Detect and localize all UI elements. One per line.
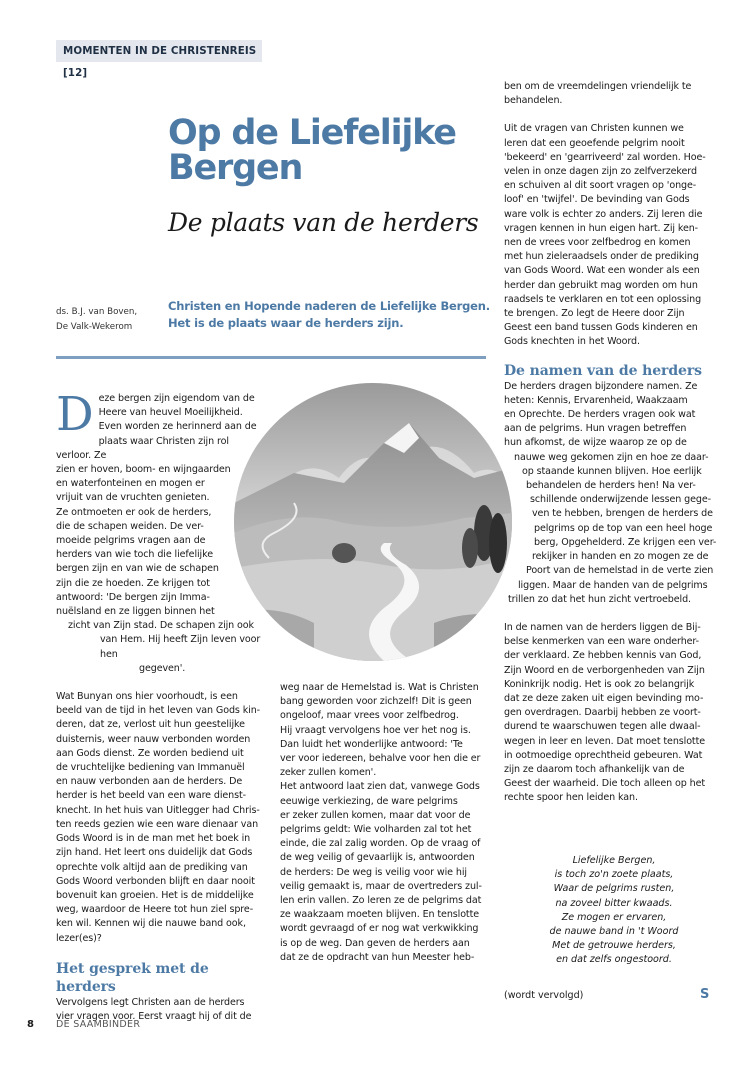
lead-line-2: Het is de plaats waar de herders zijn. <box>168 316 404 330</box>
text-line: knecht. In het huis van Uitlegger had Chris- <box>56 804 260 816</box>
text-line: duisternis, weer nauw verbonden worden <box>56 733 251 745</box>
text-line: Geest een band tussen Gods kinderen en <box>504 322 698 334</box>
text-line: eeuwige verkiezing, de ware pelgrims <box>280 795 458 807</box>
paragraph <box>56 690 266 946</box>
text-line: heten: Kennis, Ervarenheid, Waakzaam <box>504 394 688 406</box>
text-line: weg, waardoor de Heere tot hun ziel spre- <box>56 904 254 916</box>
text-line: Gods Woord verbonden blijft en daar nooit <box>56 875 255 887</box>
text-line: Dan luidt het wonderlijke antwoord: 'Te <box>280 738 463 750</box>
end-mark: S <box>700 987 710 1002</box>
text-line: zeker zullen komen'. <box>280 767 377 779</box>
text-line: van Gods Woord. Wat een wonder als een <box>504 265 700 277</box>
author-byline <box>56 305 137 335</box>
text-line: moeide pelgrims vragen aan de <box>56 535 206 547</box>
text-line: Geest der waarheid. Die toch alleen op het <box>504 778 705 790</box>
text-line: bovenuit kan groeien. Het is de middelijke <box>56 889 254 901</box>
text-line: is toch zo'n zoete plaats, <box>554 869 674 881</box>
text-line: en waterfonteinen en mogen er <box>56 478 205 490</box>
mountain-landscape-illustration <box>234 383 512 661</box>
text-line: beeld van de tijd in het leven van Gods kin- <box>56 705 260 717</box>
text-line: behandelen de herders hen! Na ver- <box>526 480 696 492</box>
text-line: en dat zelfs ongestoord. <box>556 954 672 966</box>
text-line: Ze ontmoeten er ook de herders, <box>56 506 212 518</box>
text-line: in ootmoedige oprechtheid gebeuren. Wat <box>504 749 703 761</box>
text-line: aan de pelgrims. Hun vragen betreffen <box>504 423 687 435</box>
lead-text <box>168 298 498 332</box>
text-line: ver voor iedereen, behalve voor hen die er <box>280 753 481 765</box>
text-line: zijn hand. Het leert ons duidelijk dat Gods <box>56 847 253 859</box>
text-line: zien er hoven, boom- en wijngaarden <box>56 464 231 476</box>
text-line: dat ze de opdracht van hun Meester heb- <box>280 951 475 963</box>
text-line: antwoord: 'De bergen zijn Imma- <box>56 591 210 603</box>
text-line: zicht van Zijn stad. De schapen zijn ook <box>68 620 254 632</box>
text-line: durend te waarschuwen tegen alle dwaal- <box>504 721 701 733</box>
text-line: De herders dragen bijzondere namen. Ze <box>504 380 698 392</box>
text-line: aan Gods dienst. Ze worden bediend uit <box>56 747 244 759</box>
text-line: gegeven'. <box>139 662 186 674</box>
text-line: wegen in leer en leven. Dat moet tenslotte <box>504 735 705 747</box>
text-line: pelgrims op de top van een heel hoge <box>534 522 713 534</box>
text-line: Het antwoord laat zien dat, vanwege Gods <box>280 781 480 793</box>
paragraph <box>504 80 728 108</box>
text-line: zijn ze daarom toch afhankelijk van de <box>504 763 685 775</box>
text-line: op staande kunnen blijven. Hoe eerlijk <box>522 465 702 477</box>
text-line: herder dan gebruikt mag worden om hun <box>504 279 698 291</box>
text-line: Heere van heuvel Moeilijkheid. <box>98 407 243 419</box>
text-line: na zoveel bitter kwaads. <box>555 897 673 909</box>
text-line: ware volk is echter zo anders. Zij leren die <box>504 208 703 220</box>
text-line: ken wil. Kennen wij die nauwe band ook, <box>56 918 246 930</box>
text-line: behandelen. <box>504 95 563 107</box>
text-line: vier vragen voor. Eerst vraagt hij of dit de <box>56 1010 252 1022</box>
text-line: Waar de pelgrims rusten, <box>553 883 675 895</box>
text-line: van Hem. Hij heeft Zijn leven voor hen <box>100 634 261 660</box>
title-line-2: Bergen <box>168 148 303 188</box>
text-line: pelgrims geldt: Wie volharden zal tot het <box>280 824 472 836</box>
text-line: Vervolgens legt Christen aan de herders <box>56 996 245 1008</box>
magazine-name: DE SAAMBINDER <box>56 1019 141 1030</box>
text-line: ongeloof, maar vrees voor zelfbedrog. <box>280 710 459 722</box>
text-line: te brengen. Zo legt de Heere door Zijn <box>504 308 685 320</box>
text-line: schillende onderwijzende lessen gege- <box>530 494 711 506</box>
text-line: Even worden ze herinnerd aan de <box>98 421 257 433</box>
text-line: Ze mogen er ervaren, <box>561 911 667 923</box>
text-line: ten reeds gezien wie een ware dienaar van <box>56 818 259 830</box>
text-line: er zeker zullen komen, maar dat voor de <box>280 809 471 821</box>
text-line: leren dat een geoefende pelgrim nooit <box>504 137 685 149</box>
text-line: die de schapen weiden. De ver- <box>56 520 204 532</box>
text-line: der verklaard. Ze hebben kennis van God, <box>504 650 702 662</box>
text-line: deren, dat ze, verlost uit hun geestelijke <box>56 719 245 731</box>
author-location: De Valk-Wekerom <box>56 322 133 332</box>
text-line: plaats waar Christen zijn rol verloor. Ze <box>56 435 229 461</box>
text-line: loof' en 'twijfel'. De bevinding van Gods <box>504 194 690 206</box>
text-line: is op de weg. Dan geven de herders aan <box>280 937 470 949</box>
text-line: 'bekeerd' en 'gearriveerd' zal worden. Hoe- <box>504 151 706 163</box>
drop-cap: D <box>56 387 94 442</box>
text-line: Uit de vragen van Christen kunnen we <box>504 123 684 135</box>
text-line: velen in onze dagen zijn zo zelfverzekerd <box>504 166 697 178</box>
text-line: liggen. Maar de handen van de pelgrims <box>518 579 708 591</box>
text-line: einde, die zal zalig worden. Op de vraag of <box>280 838 481 850</box>
text-line: en nauw verbonden aan de herders. De <box>56 776 243 788</box>
text-line: Poort van de hemelstad in de verte zien <box>526 565 714 577</box>
text-line: de weg veilig of gevaarlijk is, antwoorden <box>280 852 475 864</box>
text-line: nauwe weg gekomen zijn en hoe ze daar- <box>514 451 709 463</box>
section-heading: Het gesprek met de herders <box>56 960 209 995</box>
page-number: 8 <box>27 1019 34 1030</box>
text-line: In de namen van de herders liggen de Bij- <box>504 621 701 633</box>
column-2 <box>280 681 490 965</box>
text-line: met hun zieleraadsels onder de prediking <box>504 251 699 263</box>
paragraph <box>504 380 728 607</box>
text-line: Gods Woord is in de man met het boek in <box>56 833 251 845</box>
series-tag: MOMENTEN IN DE CHRISTENREIS [12] <box>56 40 262 62</box>
text-line: wordt gevraagd of er nog wat verkwikking <box>280 923 479 935</box>
text-line: ze waakzaam moeten blijven. En tenslotte <box>280 909 479 921</box>
text-line: oprechte volk altijd aan de prediking van <box>56 861 248 873</box>
text-line: raadsels te verklaren en tot een oplossing <box>504 293 702 305</box>
text-line: len erin vallen. Zo leren ze de pelgrims dat <box>280 895 482 907</box>
text-line: nen de vrees voor zelfbedrog en komen <box>504 237 691 249</box>
text-line: Koninkrijk nodig. Het is ook zo belangrijk <box>504 678 695 690</box>
poem <box>504 854 724 968</box>
text-line: Wat Bunyan ons hier voorhoudt, is een <box>56 691 238 703</box>
text-line: rekijker in handen en zo mogen ze de <box>532 551 709 563</box>
text-line: lezer(es)? <box>56 932 102 944</box>
text-line: de herders: De weg is veilig voor wie hij <box>280 866 467 878</box>
text-line: gen overdragen. Daarbij hebben ze voort- <box>504 707 701 719</box>
author-name: ds. B.J. van Boven, <box>56 307 138 317</box>
text-line: herders van wie toch die liefelijke <box>56 549 213 561</box>
text-line: weg naar de Hemelstad is. Wat is Christen <box>280 682 479 693</box>
paragraph <box>504 122 728 349</box>
text-line: Hij vraagt vervolgens hoe ver het nog is. <box>280 724 471 736</box>
text-line: de vruchtelijke bediening van Immanuël <box>56 762 245 774</box>
text-line: trillen zo dat het hun zicht vertroebeld. <box>508 593 691 605</box>
text-line: Met de getrouwe herders, <box>552 940 676 952</box>
text-line: en schuiven al dit soort vragen op 'onge- <box>504 180 697 192</box>
text-line: veilig gemaakt is, maar de overtreders zul- <box>280 880 482 892</box>
text-line: ven te hebben, brengen de herders de <box>532 508 713 520</box>
column-3 <box>504 80 728 806</box>
title-line-1: Op de Liefelijke <box>168 113 456 153</box>
lead-line-1: Christen en Hopende naderen de Liefelijke Bergen. <box>168 299 490 313</box>
text-line: berg, Opgehelderd. Ze krijgen een ver- <box>534 536 717 548</box>
text-line: Liefelijke Bergen, <box>572 855 656 866</box>
text-line: ben om de vreemdelingen vriendelijk te <box>504 81 692 92</box>
text-line: vragen kennen in hun eigen hart. Zij ken- <box>504 222 699 234</box>
text-line: nuëlsland en ze liggen binnen het <box>56 606 215 618</box>
text-line: bergen zijn en van wie de schapen <box>56 563 219 575</box>
article-title <box>168 113 498 188</box>
text-line: vrijuit van de vruchten genieten. <box>56 492 210 504</box>
text-line: dat ze deze zaken uit eigen bevinding mo- <box>504 692 704 704</box>
text-line: eze bergen zijn eigendom van de <box>98 393 255 404</box>
section-heading: De namen van de herders <box>504 362 702 379</box>
header-divider <box>56 356 486 359</box>
wordt-vervolgd: (wordt vervolgd) <box>504 990 584 1001</box>
paragraph <box>504 621 728 806</box>
text-line: belse kenmerken van een ware onderher- <box>504 636 699 648</box>
text-line: Zijn Woord en de verborgenheden van Zijn <box>504 664 705 676</box>
text-line: hun afkomst, de wijze waarop ze op de <box>504 437 687 449</box>
text-line: zijn die ze hoeden. Ze krijgen tot <box>56 577 210 589</box>
paragraph <box>280 681 490 965</box>
poem-lines <box>504 854 724 968</box>
text-line: bang geworden voor zichzelf! Dit is geen <box>280 696 472 708</box>
text-line: de nauwe band in 't Woord <box>549 926 679 938</box>
text-line: Gods knechten in het Woord. <box>504 336 640 348</box>
text-line: en Oprechte. De herders vragen ook wat <box>504 409 696 421</box>
text-line: herder is het beeld van een ware dienst- <box>56 790 246 802</box>
article-subtitle: De plaats van de herders <box>168 208 479 237</box>
text-line: rechte spoor hen leiden kan. <box>504 792 638 804</box>
